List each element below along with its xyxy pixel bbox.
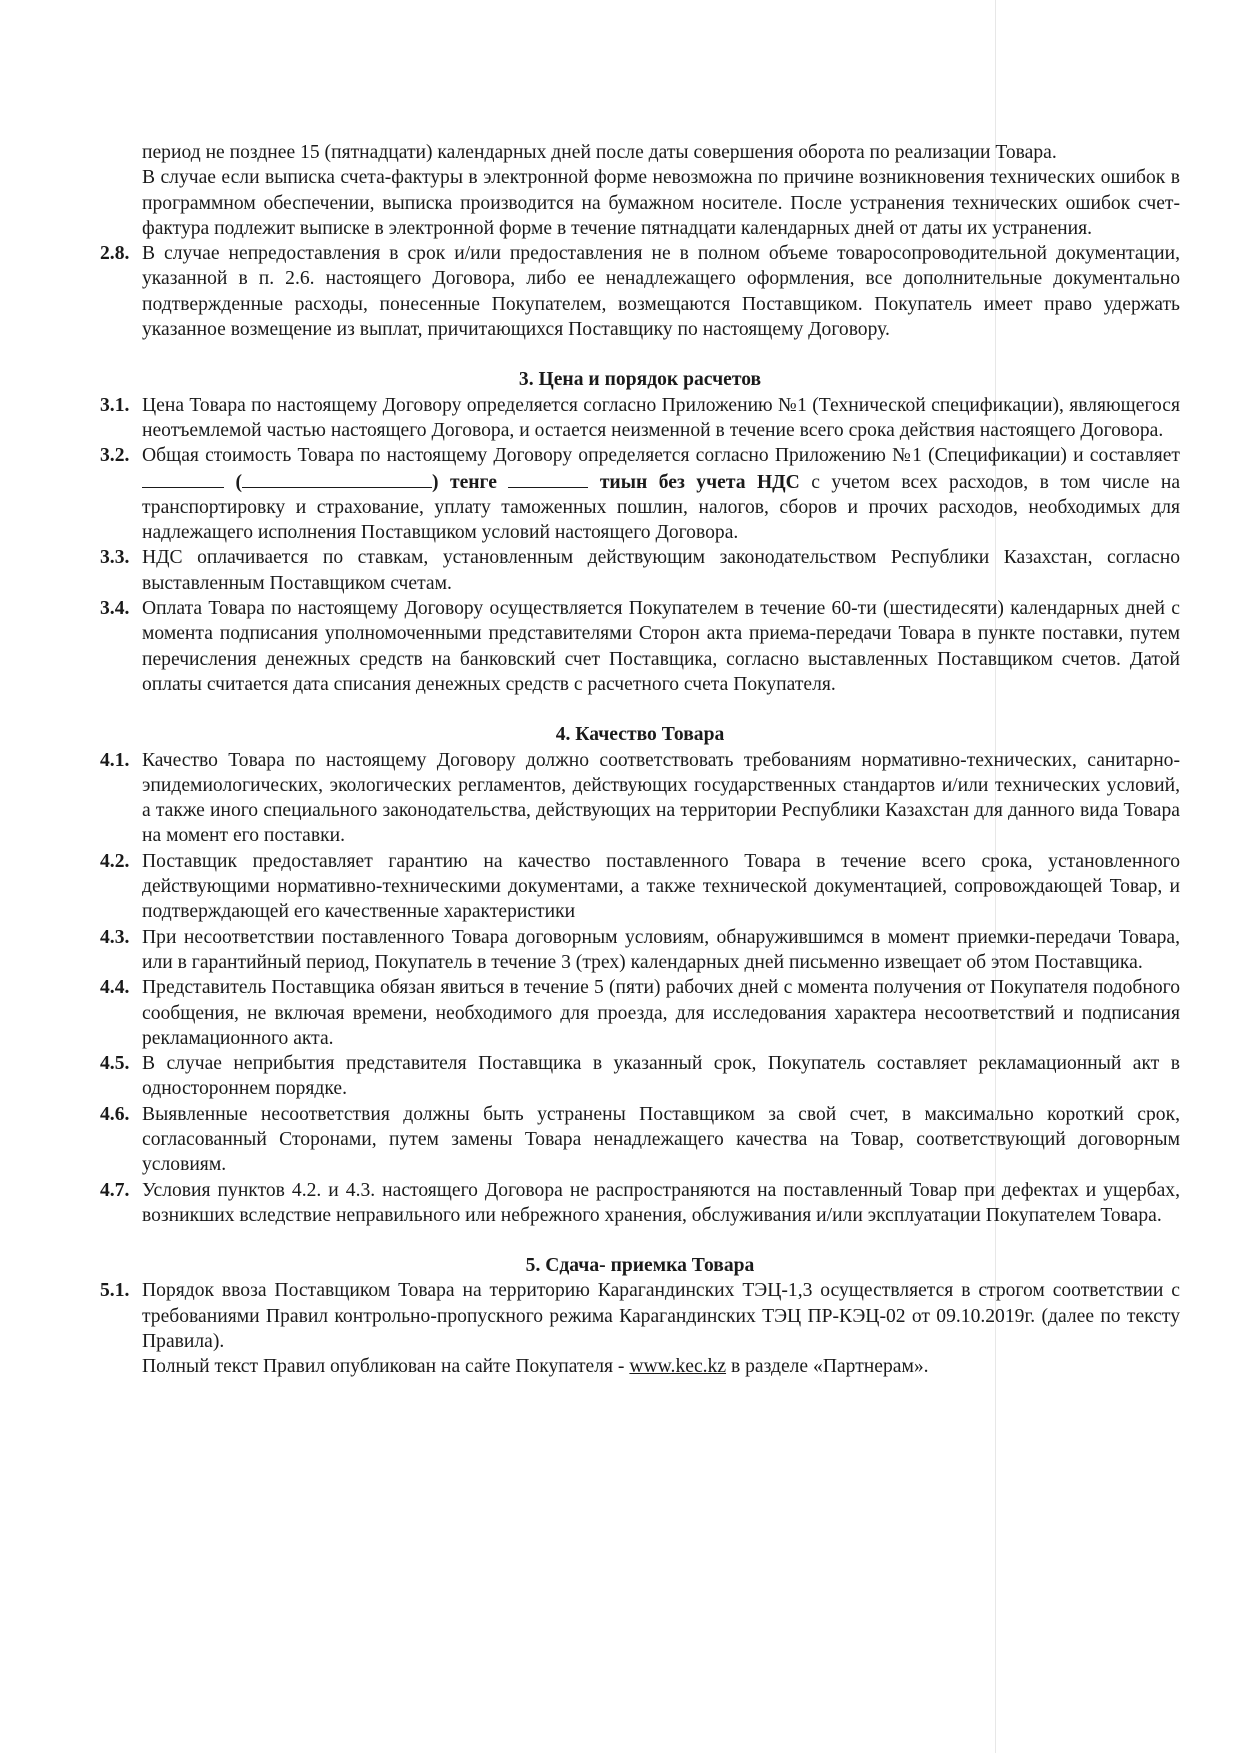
clause-number: 4.1. [100,749,130,771]
clause-number: 4.4. [100,977,130,999]
tiyn-label: тиын без учета НДС [599,471,800,493]
clause-number: 2.8. [100,243,130,265]
intro-paragraph-1: период не позднее 15 (пятнадцати) календарных дней после даты совершения оборота по реализации Товара. [142,142,1057,163]
clause-text: Поставщик предоставляет гарантию на качество поставленного Товара в течение всего срока, установленного действующими нормативно-техническими документами, а также технической документацией, сопровождающей Товар, и подтверждающей его качественные характеристики [142,850,1180,923]
amount-words-blank[interactable] [242,469,432,488]
clause-text: При несоответствии поставленного Товара договорным условиям, обнаружившимся в момент приемки-передачи Товара, или в гарантийный период, Покупатель в течение 3 (трех) календарных дней письменно извещает об этом Поставщика. [142,926,1180,973]
clause-text: НДС оплачивается по ставкам, установленным действующим законодательством Республики Казахстан, согласно выставленным Поставщиком счетам. [142,547,1180,594]
clause-text [142,443,1180,545]
section-5-title: 5. Сдача- приемка Товара [525,1255,755,1277]
clause-4-4 [100,975,1180,1051]
clause-text: Качество Товара по настоящему Договору должно соответствовать требованиям нормативно-технических, санитарно-эпидемиологических, экологических регламентов, действующих государственных стандартов и/или технических условий, а также иного специального законодательства, действующих на территории Республики Казахстан для данного вида Товара на момент его поставки. [142,749,1180,847]
clause-text: Представитель Поставщика обязан явиться в течение 5 (пяти) рабочих дней с момента получения от Покупателя подобного сообщения, не включая времени, необходимого для проезда, для исследования характера несоответствий и подписания рекламационного акта. [142,977,1180,1049]
rules-note [100,1354,1180,1379]
clause-text: Цена Товара по настоящему Договору определяется согласно Приложению №1 (Технической спецификации), являющегося неотъемлемой частью настоящего Договора, и остается неизменной в течение всего срока действия настоящего Договора. [142,394,1180,441]
clause-2-8 [100,241,1180,342]
clause-text: Условия пунктов 4.2. и 4.3. настоящего Договора не распространяются на поставленный Товар при дефектах и ущербах, возникших вследствие неправильного или небрежного хранения, обслуживания и/или эксплуатации Покупателем Товара. [142,1179,1180,1226]
rules-note-after: в разделе «Партнерам». [730,1356,929,1378]
clause-number: 3.1. [100,394,130,416]
section-4-title: 4. Качество Товара [555,724,725,746]
intro-paragraph-2: В случае если выписка счета-фактуры в электронной форме невозможна по причине возникновения технических ошибок в программном обеспечении, выписка производится на бумажном носителе. После устранения технических ошибок счет-фактура подлежит выписке в электронной форме в течение пятнадцати календарных дней от даты их устранения. [142,167,1180,239]
clause-5-1 [100,1278,1180,1354]
clause-number: 3.4. [100,598,130,620]
clause-number: 3.2. [100,445,130,467]
clause-text: В случае неприбытия представителя Поставщика в указанный срок, Покупатель составляет рекламационный акт в одностороннем порядке. [142,1053,1180,1100]
section-3-title: 3. Цена и порядок расчетов [518,369,762,391]
open-paren: ( [235,471,242,493]
clause-3-3 [100,545,1180,596]
clause-4-5 [100,1051,1180,1102]
clause-text: Оплата Товара по настоящему Договору осуществляется Покупателем в течение 60-ти (шестидесяти) календарных дней с момента подписания уполномоченными представителями Сторон акта приема-передачи Товара в пункте поставки, путем перечисления денежных средств на банковский счет Поставщика, согласно выставленных Поставщиком счетов. Датой оплаты считается дата списания денежных средств с расчетного счета Покупателя. [142,598,1180,695]
clause-number: 3.3. [100,547,130,569]
clause-3-2-part2: с учетом всех расходов, в том числе на транспортировку и страхование, уплату таможенных пошлин, налогов, сборов и прочих расходов, необходимых для надлежащего исполнения Поставщиком условий настоящего Договора. [142,471,1181,544]
tenge-label: ) тенге [431,471,497,493]
clause-4-1 [100,748,1180,849]
clause-4-7 [100,1178,1180,1229]
clause-text: В случае непредоставления в срок и/или предоставления не в полном объеме товаросопроводительной документации, указанной в п. 2.6. настоящего Договора, либо ее ненадлежащего оформления, все дополнительные документально подтвержденные расходы, понесенные Покупателем, возмещаются Поставщиком. Покупатель имеет право удержать указанное возмещение из выплат, причитающихся Поставщику по настоящему Договору. [142,243,1180,341]
clause-number: 4.7. [100,1179,130,1201]
clause-3-4 [100,596,1180,697]
clause-4-3 [100,925,1180,976]
clause-3-2 [100,443,1180,545]
clause-number: 4.5. [100,1053,130,1075]
clause-4-6 [100,1102,1180,1178]
clause-number: 4.2. [100,850,130,872]
clause-3-1 [100,393,1180,444]
amount-blank[interactable] [142,469,224,488]
clause-3-2-part1: Общая стоимость Товара по настоящему Договору определяется согласно Приложению №1 (Спецификации) и составляет [142,445,1180,467]
clause-number: 4.3. [100,926,130,948]
clause-text: Выявленные несоответствия должны быть устранены Поставщиком за свой счет, в максимально короткий срок, согласованный Сторонами, путем замены Товара ненадлежащего качества на Товар, соответствующий договорным условиям. [142,1103,1180,1176]
website-link[interactable]: www.kec.kz [629,1356,727,1378]
clause-number: 5.1. [100,1280,130,1302]
clause-text: Порядок ввоза Поставщиком Товара на территорию Карагандинских ТЭЦ-1,3 осуществляется в строгом соответствии с требованиями Правил контрольно-пропускного режима Карагандинских ТЭЦ ПР-КЭЦ-02 от 09.10.2019г. (далее по тексту Правила). [142,1280,1180,1353]
document-body [100,140,1180,1380]
rules-note-before: Полный текст Правил опубликован на сайте Покупателя - [142,1356,625,1378]
clause-number: 4.6. [100,1103,130,1125]
tiyn-blank[interactable] [508,469,588,488]
clause-4-2 [100,849,1180,925]
